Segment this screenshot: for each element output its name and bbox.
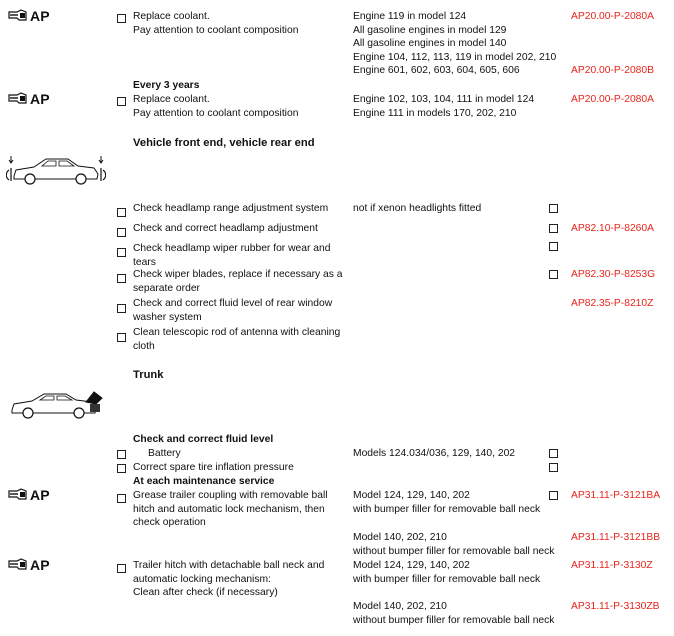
checkbox[interactable]: [549, 449, 558, 458]
checkbox[interactable]: [117, 228, 126, 237]
task-note: Model 140, 202, 210 without bumper filler for removable ball neck: [353, 532, 555, 557]
reference-link[interactable]: AP31.11-P-3130Z: [571, 560, 653, 571]
ap-label: AP: [30, 487, 50, 503]
task-text: Check headlamp wiper rubber for wear and tears: [133, 243, 331, 268]
section-heading: Trunk: [133, 369, 164, 381]
checkbox[interactable]: [549, 242, 558, 251]
task-note: Model 140, 202, 210 without bumper filler for removable ball neck: [353, 601, 555, 626]
ap-badge: [8, 8, 50, 24]
reference-link[interactable]: AP31.11-P-3121BA: [571, 490, 661, 501]
engine-list: Engine 102, 103, 104, 111 in model 124 Engine 111 in models 170, 202, 210: [353, 94, 535, 119]
ap-label: AP: [30, 8, 50, 24]
checkbox[interactable]: [549, 463, 558, 472]
car-front-rear-icon: [6, 154, 106, 188]
checkbox[interactable]: [549, 204, 558, 213]
task-note: Model 124, 129, 140, 202 with bumper filler for removable ball neck: [353, 560, 541, 585]
ap-badge: [8, 91, 50, 107]
ap-label: AP: [30, 557, 50, 573]
checkbox[interactable]: [117, 450, 126, 459]
checkbox[interactable]: [117, 14, 126, 23]
checkbox[interactable]: [117, 274, 126, 283]
task-text: Check and correct fluid level of rear window washer system: [133, 298, 333, 323]
reference-link[interactable]: AP82.10-P-8260A: [571, 223, 655, 234]
task-text: Correct spare tire inflation pressure: [133, 462, 294, 473]
interval-heading: Every 3 years: [133, 80, 200, 91]
task-text: Replace coolant. Pay attention to coolant composition: [133, 11, 299, 36]
car-trunk-icon: [6, 388, 106, 422]
reference-link[interactable]: AP31.11-P-3121BB: [571, 532, 661, 543]
hand-pointing-icon: [8, 92, 28, 106]
checkbox[interactable]: [117, 208, 126, 217]
checkbox[interactable]: [549, 224, 558, 233]
reference-link[interactable]: AP20.00-P-2080B: [571, 65, 655, 76]
hand-pointing-icon: [8, 9, 28, 23]
task-text: Clean telescopic rod of antenna with cleaning cloth: [133, 327, 341, 352]
checkbox[interactable]: [117, 304, 126, 313]
checkbox[interactable]: [549, 491, 558, 500]
group-heading: At each maintenance service: [133, 476, 275, 487]
task-text: Trailer hitch with detachable ball neck and automatic locking mechanism: Clean after check (if necessary): [133, 560, 325, 598]
checkbox[interactable]: [117, 248, 126, 257]
group-heading: Check and correct fluid level: [133, 434, 274, 445]
engine-list: Engine 119 in model 124 All gasoline engines in model 129 All gasoline engines in model 140 Engine 104, 112, 113, 119 in model 202, 210 Engine 601, 602, 603, 604, 605, 606: [353, 11, 557, 76]
task-text: Replace coolant. Pay attention to coolant composition: [133, 94, 299, 119]
section-heading: Vehicle front end, vehicle rear end: [133, 137, 315, 149]
task-note: not if xenon headlights fitted: [353, 203, 482, 214]
reference-link[interactable]: AP82.30-P-8253G: [571, 269, 656, 280]
task-note: Models 124.034/036, 129, 140, 202: [353, 448, 516, 459]
checkbox[interactable]: [117, 97, 126, 106]
task-text: Battery: [148, 448, 181, 459]
task-text: Check wiper blades, replace if necessary as a separate order: [133, 269, 343, 294]
ap-badge: [8, 557, 50, 573]
reference-link[interactable]: AP20.00-P-2080A: [571, 94, 655, 105]
task-text: Check headlamp range adjustment system: [133, 203, 329, 214]
checkbox[interactable]: [117, 464, 126, 473]
checkbox[interactable]: [117, 564, 126, 573]
ap-label: AP: [30, 91, 50, 107]
checkbox[interactable]: [117, 333, 126, 342]
ap-badge: [8, 487, 50, 503]
reference-link[interactable]: AP20.00-P-2080A: [571, 11, 655, 22]
task-note: Model 124, 129, 140, 202 with bumper filler for removable ball neck: [353, 490, 541, 515]
task-text: Check and correct headlamp adjustment: [133, 223, 318, 234]
reference-link[interactable]: AP31.11-P-3130ZB: [571, 601, 660, 612]
hand-pointing-icon: [8, 558, 28, 572]
checkbox[interactable]: [549, 270, 558, 279]
hand-pointing-icon: [8, 488, 28, 502]
reference-link[interactable]: AP82.35-P-8210Z: [571, 298, 654, 309]
task-text: Grease trailer coupling with removable ball hitch and automatic lock mechanism, then check operation: [133, 490, 328, 528]
checkbox[interactable]: [117, 494, 126, 503]
